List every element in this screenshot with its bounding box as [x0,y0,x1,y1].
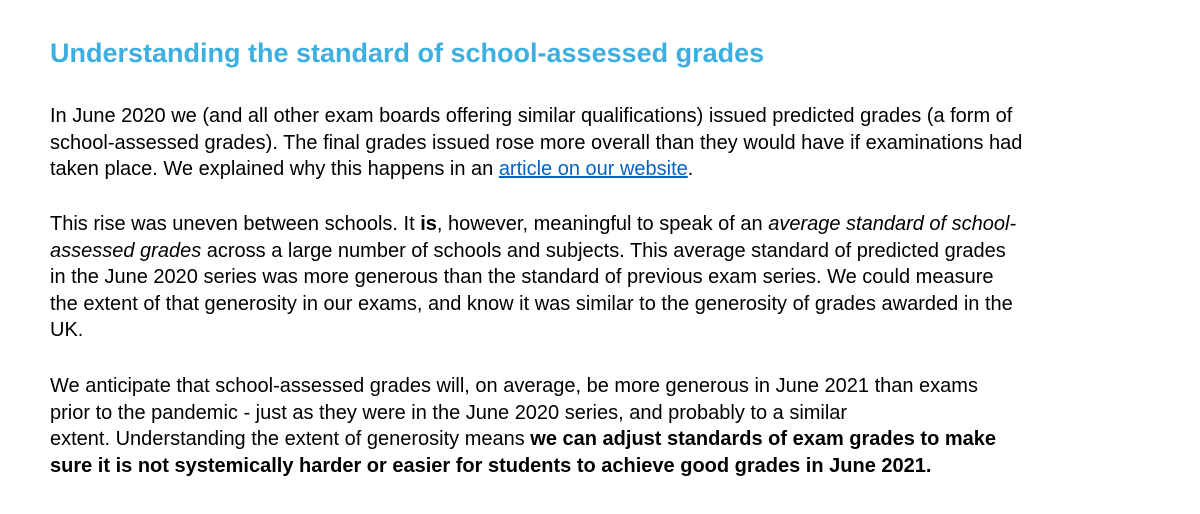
bold-text: is [420,213,437,235]
paragraph-line: the extent of that generosity in our exams, and know it was similar to the generosity of grades awarded in the [50,292,1013,315]
paragraph-line: In June 2020 we (and all other exam boards offering similar qualifications) issued predicted grades (a form of [50,105,1013,127]
article-link[interactable]: article on our website [498,158,688,180]
text-run: , however, meaningful to speak of an [436,213,769,235]
paragraph-predicted-grades [50,103,1190,183]
text-run: . [687,158,694,180]
paragraph-line: in the June 2020 series was more generous than the standard of previous exam series. We could measure [50,266,994,288]
paragraph-line: prior to the pandemic - just as they were in the June 2020 series, and probably to a similar [50,401,848,424]
paragraph-line [50,156,1190,183]
paragraph-line: sure it is not systemically harder or easier for students to achieve good grades in June 2021. [50,454,932,477]
paragraph-line: We anticipate that school-assessed grades will, on average, be more generous in June 2021 than exams [50,375,978,397]
text-run: extent. Understanding the extent of generosity means [50,428,531,450]
paragraph-average-standard [50,211,1190,344]
text-run: This rise was uneven between schools. It [50,213,421,235]
paragraph-june-2021 [50,373,1190,479]
text-run: taken place. We explained why this happens in an [50,158,499,180]
section-heading: Understanding the standard of school-assessed grades [50,38,765,68]
paragraph-line [50,211,1190,238]
paragraph-line [50,426,1190,453]
paragraph-line [50,238,1190,265]
bold-text: we can adjust standards of exam grades to make [530,428,997,450]
paragraph-line: school-assessed grades). The final grades issued rose more overall than they would have if examinations had [50,131,1023,154]
italic-text: average standard of school- [768,213,1017,235]
paragraph-line: UK. [50,319,84,341]
text-run: across a large number of schools and subjects. This average standard of predicted grades [201,239,1006,262]
italic-text: assessed grades [50,239,202,262]
